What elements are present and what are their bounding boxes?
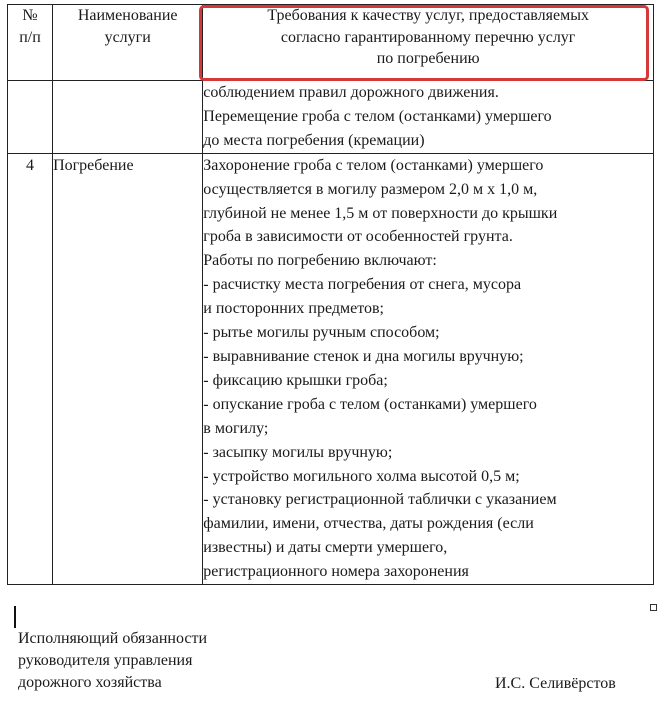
header-line: согласно гарантированному перечню услуг bbox=[280, 28, 576, 46]
signature-line: Исполняющий обязанности bbox=[18, 630, 208, 647]
signature-line: дорожного хозяйства bbox=[18, 674, 162, 691]
table-row bbox=[8, 153, 654, 584]
requirements-line: - опускание гроба с телом (останками) умершего bbox=[203, 395, 537, 413]
text-cursor bbox=[14, 606, 16, 628]
signature-block bbox=[18, 628, 207, 694]
requirements-line: - устройство могильного холма высотой 0,5 м; bbox=[203, 467, 520, 485]
cell-requirements bbox=[203, 153, 654, 584]
signature-line: руководителя управления bbox=[18, 652, 193, 669]
header-line: п/п bbox=[19, 28, 41, 46]
cell-empty bbox=[8, 81, 53, 154]
header-line: услуги bbox=[104, 28, 151, 46]
requirements-line: - рытье могилы ручным способом; bbox=[203, 324, 440, 342]
requirements-line: фамилии, имени, отчества, даты рождения (если bbox=[203, 515, 534, 533]
requirements-line: до места погребения (кремации) bbox=[203, 131, 425, 149]
requirements-line: - установку регистрационной таблички с указанием bbox=[203, 491, 557, 509]
requirements-line: и посторонних предметов; bbox=[203, 300, 384, 318]
requirements-line: осуществляется в могилу размером 2,0 м х 1,0 м, bbox=[203, 180, 538, 198]
cell-requirements bbox=[203, 81, 654, 154]
requirements-line: регистрационного номера захоронения bbox=[203, 563, 469, 581]
table-row-continuation bbox=[8, 81, 654, 154]
cell-service-name: Погребение bbox=[53, 153, 203, 584]
header-line: Наименование bbox=[77, 7, 178, 24]
header-number bbox=[8, 5, 53, 81]
requirements-line: - выравнивание стенок и дна могилы вручную; bbox=[203, 347, 524, 365]
cell-number: 4 bbox=[8, 153, 53, 584]
table-header-row bbox=[8, 5, 654, 81]
requirements-line: - фиксацию крышки гроба; bbox=[203, 371, 388, 389]
header-line: Требования к качеству услуг, предоставляемых bbox=[267, 7, 589, 24]
table-resize-handle[interactable] bbox=[650, 604, 657, 611]
requirements-line: гроба в зависимости от особенностей грунта. bbox=[203, 228, 513, 246]
requirements-line: соблюдением правил дорожного движения. bbox=[203, 84, 499, 101]
header-requirements bbox=[203, 5, 654, 81]
requirements-table bbox=[7, 4, 654, 585]
header-line: № bbox=[22, 7, 38, 24]
requirements-line: - расчистку места погребения от снега, мусора bbox=[203, 276, 522, 294]
signatory-name: И.С. Селивёрстов bbox=[495, 675, 616, 692]
requirements-line: глубиной не менее 1,5 м от поверхности до крышки bbox=[203, 204, 558, 222]
requirements-line: Работы по погребению включают: bbox=[203, 252, 437, 270]
requirements-line: в могилу; bbox=[203, 419, 269, 437]
requirements-line: - засыпку могилы вручную; bbox=[203, 443, 393, 461]
header-service-name bbox=[53, 5, 203, 81]
header-line: по погребению bbox=[376, 50, 480, 67]
requirements-line: известны) и даты смерти умершего, bbox=[203, 539, 448, 557]
requirements-line: Перемещение гроба с телом (останками) умершего bbox=[203, 107, 552, 125]
requirements-line: Захоронение гроба с телом (останками) умершего bbox=[203, 156, 544, 174]
cell-empty bbox=[53, 81, 203, 154]
